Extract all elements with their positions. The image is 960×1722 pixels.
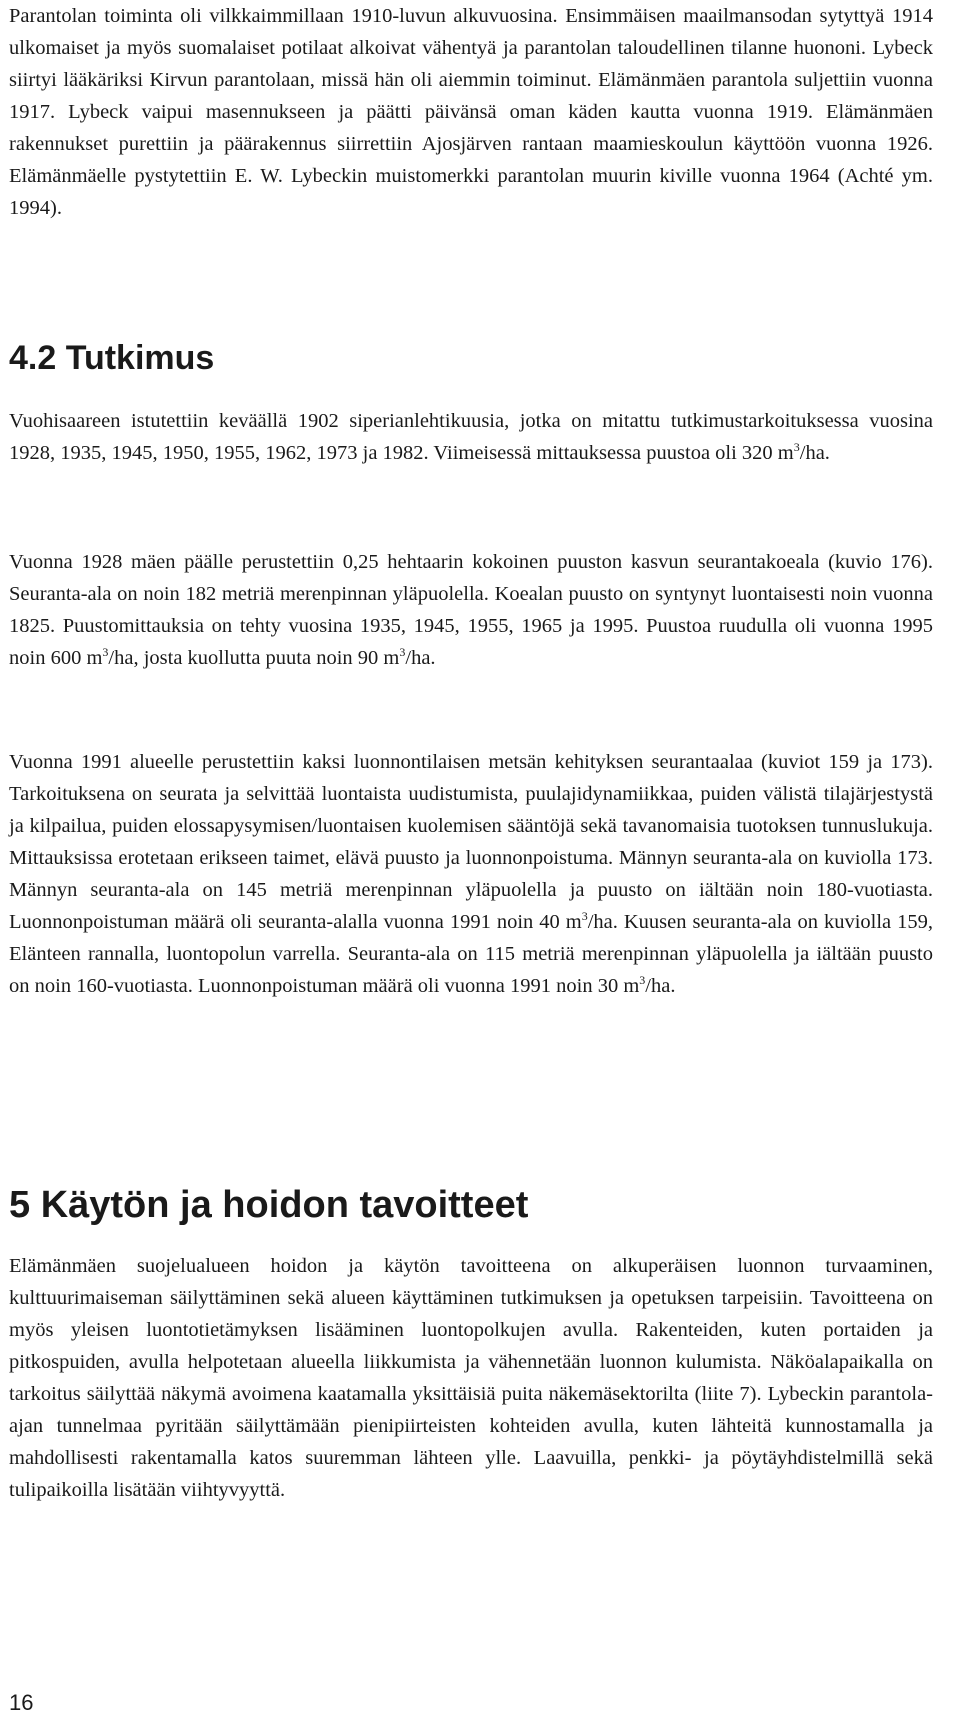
text-span: /ha. [645, 975, 676, 997]
superscript: 3 [639, 973, 646, 988]
tutkimus-paragraph-3 [9, 746, 933, 1002]
kaytto-paragraph: Elämänmäen suojelualueen hoidon ja käytön tavoitteena on alkuperäisen luonnon turvaaminen, kulttuurimaiseman säilyttäminen sekä alueen käyttäminen tutkimuksen ja opetuksen tarpeisiin. Tavoitteena on myös yleisen luontotietämyksen lisääminen luontopolkujen avulla. Rakenteiden, kuten portaiden ja pitkospuiden, avulla helpotetaan alueella liikkumista ja vähennetään luonnon kulumista. Näköalapaikalla on tarkoitus säilyttää näkymä avoimena kaatamalla yksittäisiä puita näkemäsektorilta (liite 7). Lybeckin parantola-ajan tunnelmaa pyritään säilyttämään pienipiirteisten kohteiden avulla, kuten lähteitä kunnostamalla ja mahdollisesti rakentamalla katos suuremman lähteen ylle. Laavuilla, penkki- ja pöytäyhdistelmillä sekä tulipaikoilla lisätään viihtyvyyttä. [9, 1255, 933, 1501]
page-number: 16 [9, 1690, 34, 1715]
text-span: /ha, josta kuollutta puuta noin 90 m [108, 647, 400, 669]
tutkimus-paragraph-1 [9, 405, 933, 469]
superscript: 3 [793, 440, 800, 455]
tutkimus-paragraph-2 [9, 546, 933, 674]
text-span: /ha. Kuusen seuranta-ala on kuviolla 159, Elänteen rannalla, luontopolun varrella. Seuranta-ala on 115 metriä merenpinnan yläpuolella ja iältään puusto on noin 160-vuotiasta. Luonnonpoistuman määrä oli vuonna 1991 noin 30 m [9, 911, 933, 997]
text-span: /ha. [799, 442, 830, 464]
section-heading-tutkimus: 4.2 Tutkimus [9, 339, 215, 377]
text-span: Vuonna 1991 alueelle perustettiin kaksi luonnontilaisen metsän kehityksen seurantaalaa (kuviot 159 ja 173). Tarkoituksena on seurata ja selvittää luontaista uudistumista, puulajidynamiikkaa, puiden välistä tilajärjestystä ja kilpailua, puiden elossapysymisen/luontaisen kuolemisen sääntöjä sekä tavanomaisia tuotoksen tunnuslukuja. Mittauksissa erotetaan erikseen taimet, elävä puusto ja luonnonpoistuma. Männyn seuranta-ala on kuviolla 173. Männyn seuranta-ala on 145 metriä merenpinnan yläpuolella ja puusto on iältään noin 180-vuotiasta. Luonnonpoistuman määrä oli seuranta-alalla vuonna 1991 noin 40 m [9, 751, 933, 933]
text-span: Vuonna 1928 mäen päälle perustettiin 0,25 hehtaarin kokoinen puuston kasvun seurantakoeala (kuvio 176). Seuranta-ala on noin 182 metriä merenpinnan yläpuolella. Koealan puusto on syntynyt luontaisesti noin vuonna 1825. Puustomittauksia on tehty vuosina 1935, 1945, 1955, 1965 ja 1995. Puustoa ruudulla oli vuonna 1995 noin 600 m [9, 551, 933, 669]
text-span: /ha. [405, 647, 436, 669]
superscript: 3 [399, 645, 406, 660]
superscript: 3 [102, 645, 109, 660]
text-span: Vuohisaareen istutettiin keväällä 1902 siperianlehtikuusia, jotka on mitattu tutkimustarkoituksessa vuosina 1928, 1935, 1945, 1950, 1955, 1962, 1973 ja 1982. Viimeisessä mittauksessa puustoa oli 320 m [9, 410, 933, 464]
section-heading-kaytto: 5 Käytön ja hoidon tavoitteet [9, 1184, 529, 1226]
intro-paragraph: Parantolan toiminta oli vilkkaimmillaan 1910-luvun alkuvuosina. Ensimmäisen maailmansodan sytyttyä 1914 ulkomaiset ja myös suomalaiset potilaat alkoivat vähentyä ja parantolan taloudellinen tilanne huononi. Lybeck siirtyi lääkäriksi Kirvun parantolaan, missä hän oli aiemmin toiminut. Elämänmäen parantola suljettiin vuonna 1917. Lybeck vaipui masennukseen ja päätti päivänsä oman käden kautta vuonna 1919. Elämänmäen rakennukset purettiin ja päärakennus siirrettiin Ajosjärven rantaan maamieskoulun käyttöön vuonna 1926. Elämänmäelle pystytettiin E. W. Lybeckin muistomerkki parantolan muurin kiville vuonna 1964 (Achté ym. 1994). [9, 5, 933, 219]
superscript: 3 [581, 909, 588, 924]
